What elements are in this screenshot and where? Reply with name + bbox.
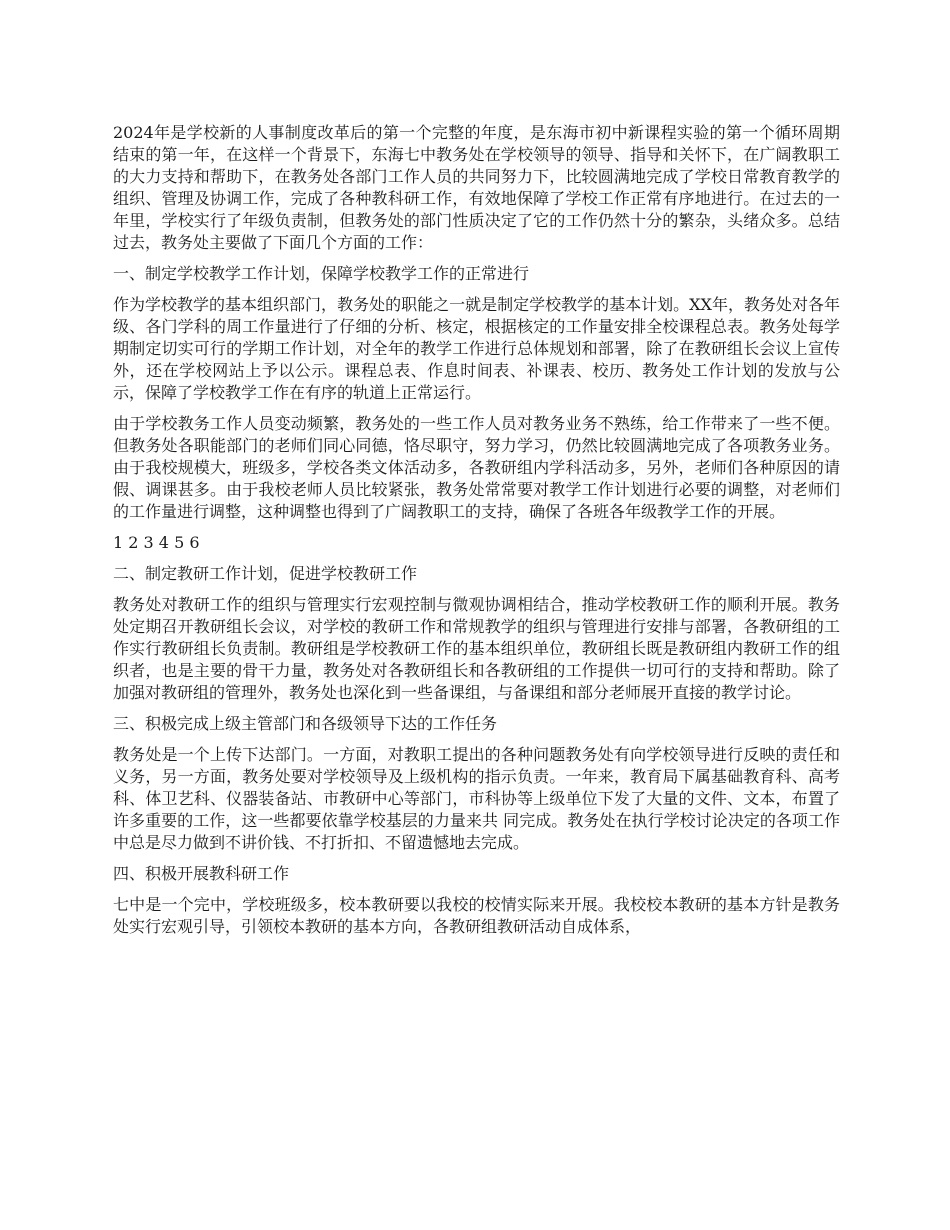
section-heading-3: 三、积极完成上级主管部门和各级领导下达的工作任务: [113, 714, 498, 733]
section-heading-2: 二、制定教研工作计划，促进学校教研工作: [113, 564, 418, 583]
page-number-row: 1 2 3 4 5 6: [113, 533, 200, 552]
section-heading-4: 四、积极开展教科研工作: [113, 864, 290, 883]
section-heading-1: 一、制定学校教学工作计划，保障学校教学工作的正常进行: [113, 264, 530, 283]
document-page: [113, 122, 840, 947]
section-4-paragraph: 七中是一个完中，学校班级多，校本教研要以我校的校情实际来开展。我校校本教研的基本方针是教务处实行宏观引导，引领校本教研的基本方向，各教研组教研活动自成体系，: [113, 895, 840, 936]
section-1-paragraph-2: 由于学校教务工作人员变动频繁，教务处的一些工作人员对教务业务不熟练，给工作带来了一些不便。但教务处各职能部门的老师们同心同德，恪尽职守，努力学习，仍然比较圆满地完成了各项教务业务。由于我校规模大，班级多，学校各类文体活动多，各教研组内学科活动多，另外，老师们各种原因的请假、调课甚多。由于我校老师人员比较紧张，教务处常常要对教学工作计划进行必要的调整，对老师们的工作量进行调整，这种调整也得到了广阔教职工的支持，确保了各班各年级教学工作的开展。: [113, 414, 840, 521]
section-2-paragraph: 教务处对教研工作的组织与管理实行宏观控制与微观协调相结合，推动学校教研工作的顺利开展。教务处定期召开教研组长会议，对学校的教研工作和常规教学的组织与管理进行安排与部署，各教研组的工作实行教研组长负责制。教研组是学校教研工作的基本组织单位，教研组长既是教研组内教研工作的组织者，也是主要的骨干力量，教务处对各教研组长和各教研组的工作提供一切可行的支持和帮助。除了加强对教研组的管理外，教务处也深化到一些备课组，与备课组和部分老师展开直接的教学讨论。: [113, 595, 840, 702]
intro-paragraph: 2024年是学校新的人事制度改革后的第一个完整的年度，是东海市初中新课程实验的第一个循环周期结束的第一年，在这样一个背景下，东海七中教务处在学校领导的领导、指导和关怀下，在广阔教职工的大力支持和帮助下，在教务处各部门工作人员的共同努力下，比较圆满地完成了学校日常教育教学的组织、管理及协调工作，完成了各种教科研工作，有效地保障了学校工作正常有序地进行。在过去的一年里，学校实行了年级负责制，但教务处的部门性质决定了它的工作仍然十分的繁杂，头绪众多。总结过去，教务处主要做了下面几个方面的工作：: [113, 123, 840, 252]
section-1-paragraph-1: 作为学校教学的基本组织部门，教务处的职能之一就是制定学校教学的基本计划。XX年，教务处对各年级、各门学科的周工作量进行了仔细的分析、核定，根据核定的工作量安排全校课程总表。教务处每学期制定切实可行的学期工作计划，对全年的教学工作进行总体规划和部署，除了在教研组长会议上宣传外，还在学校网站上予以公示。课程总表、作息时间表、补课表、校历、教务处工作计划的发放与公示，保障了学校教学工作在有序的轨道上正常运行。: [113, 295, 840, 402]
section-3-paragraph: 教务处是一个上传下达部门。一方面，对教职工提出的各种问题教务处有向学校领导进行反映的责任和义务，另一方面，教务处要对学校领导及上级机构的指示负责。一年来，教育局下属基础教育科、高考科、体卫艺科、仪器装备站、市教研中心等部门，市科协等上级单位下发了大量的文件、文本，布置了许多重要的工作，这一些都要依靠学校基层的力量来共 同完成。教务处在执行学校讨论决定的各项工作中总是尽力做到不讲价钱、不打折扣、不留遗憾地去完成。: [113, 745, 840, 852]
